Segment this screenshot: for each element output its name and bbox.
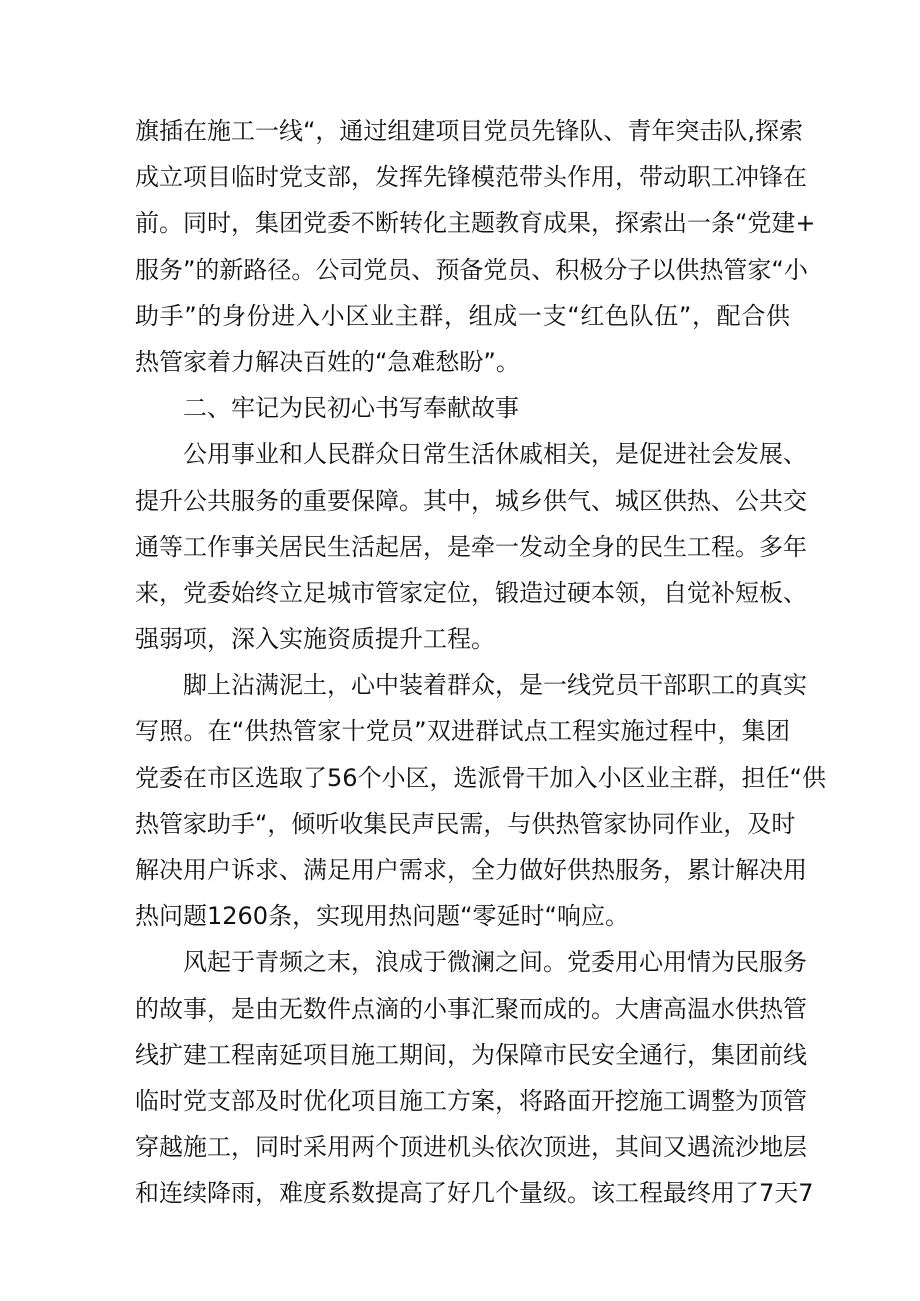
text-line: 提升公共服务的重要保障。其中，城乡供气、城区供热、公共交	[135, 486, 807, 515]
text-line: 风起于青频之末，浪成于微澜之间。党委用心用情为民服务	[183, 948, 807, 977]
paragraph	[135, 431, 807, 662]
paragraph	[135, 939, 814, 1216]
text-line: 解决用户诉求、满足用户需求，全力做好供热服务，累计解决用	[135, 856, 807, 884]
text-line: 旗插在施工一线“，通过组建项目党员先锋队、青年突击队,探索	[135, 117, 804, 145]
text-line: 助手”的身份进入小区业主群，组成一支“红色队伍”，配合供	[135, 301, 790, 330]
text-line: 线扩建工程南延项目施工期间，为保障市民安全通行，集团前线	[135, 1040, 807, 1069]
text-line: 前。同时，集团党委不断转化主题教育成果，探索出一条“党建+	[135, 209, 816, 238]
text-line: 和连续降雨，难度系数提高了好几个量级。该工程最终用了7天7	[135, 1179, 814, 1208]
text-line: 党委在市区选取了56个小区，选派骨干加入小区业主群，担任“供	[135, 763, 826, 792]
heading-text: 二、牢记为民初心书写奉献故事	[183, 394, 519, 423]
text-line: 强弱项，深入实施资质提升工程。	[135, 625, 495, 654]
text-line: 热问题1260条，实现用热问题“零延时“响应。	[135, 902, 629, 931]
text-line: 穿越施工，同时采用两个顶进机头依次顶进，其间又遇流沙地层	[135, 1133, 807, 1162]
text-line: 成立项目临时党支部，发挥先锋模范带头作用，带动职工冲锋在	[135, 163, 807, 192]
text-line: 来，党委始终立足城市管家定位，锻造过硬本领，自觉补短板、	[135, 578, 807, 607]
text-line: 热管家助手“，倾听收集民声民需，与供热管家协同作业，及时	[135, 809, 796, 838]
text-line: 公用事业和人民群众日常生活休戚相关，是促进社会发展、	[183, 440, 807, 469]
text-line: 的故事，是由无数件点滴的小事汇聚而成的。大唐高温水供热管	[135, 994, 807, 1023]
text-line: 写照。在“供热管家十党员”双进群试点工程实施过程中，集团	[135, 717, 790, 746]
text-line: 服务”的新路径。公司党员、预备党员、积极分子以供热管家“小	[135, 255, 808, 284]
text-line: 临时党支部及时优化项目施工方案，将路面开挖施工调整为顶管	[135, 1086, 807, 1115]
paragraph	[135, 108, 816, 385]
section-heading	[135, 385, 790, 431]
document-body	[135, 108, 826, 1217]
paragraph	[135, 662, 826, 939]
text-line: 通等工作事关居民生活起居，是牵一发动全身的民生工程。多年	[135, 532, 807, 561]
text-line: 脚上沾满泥土，心中装着群众，是一线党员干部职工的真实	[183, 671, 807, 700]
text-line: 热管家着力解决百姓的“急难愁盼”。	[135, 347, 520, 376]
